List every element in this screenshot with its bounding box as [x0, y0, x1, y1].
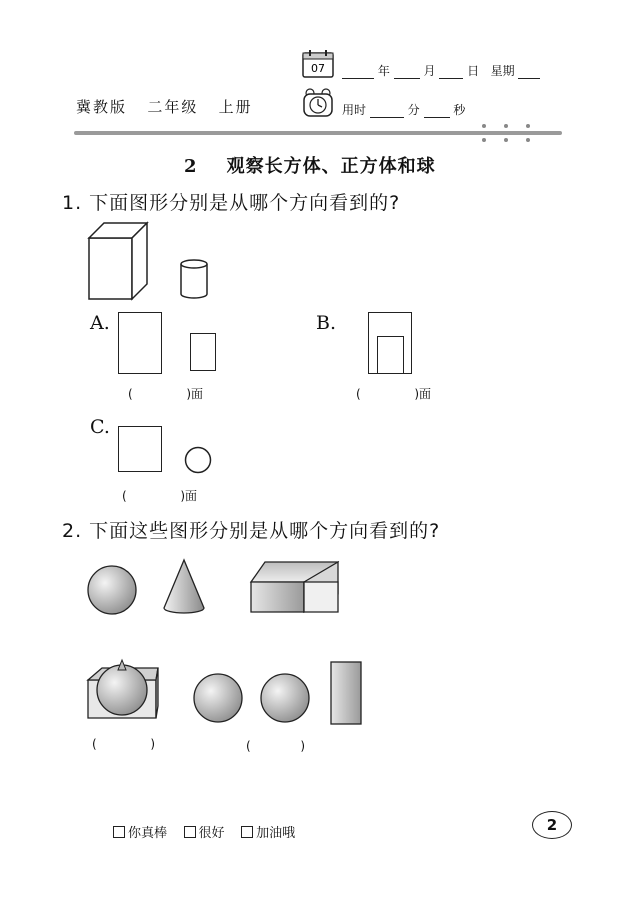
divider-decoration: [476, 122, 536, 144]
ball-left-figure: [194, 674, 242, 722]
answer-open-paren: (: [92, 737, 97, 751]
minute-label: 分: [407, 103, 420, 117]
book-info: [76, 96, 253, 117]
minute-blank[interactable]: [370, 105, 404, 118]
q2-figures: [80, 550, 380, 726]
weekday-blank[interactable]: [518, 66, 540, 79]
section-title: [184, 152, 436, 178]
rating-option[interactable]: 加油哦: [241, 826, 295, 841]
section-name: 观察长方体、正方体和球: [226, 156, 436, 177]
question-2-prompt: 2. 下面这些图形分别是从哪个方向看到的?: [62, 520, 441, 542]
option-c-answer[interactable]: [122, 487, 197, 504]
ball-right-figure: [261, 674, 309, 722]
second-blank[interactable]: [424, 105, 450, 118]
date-line: [342, 62, 540, 79]
answer-close-paren: ): [150, 737, 156, 751]
clock-icon: [302, 88, 334, 118]
cone-figure: [164, 560, 204, 613]
option-a-small-rect: [190, 333, 216, 371]
option-b-label: B.: [316, 312, 337, 334]
volume: 上册: [218, 98, 253, 116]
answer-open-paren: (: [356, 387, 361, 401]
calendar-icon: [302, 50, 334, 78]
answer-open-paren: (: [246, 739, 251, 753]
year-blank[interactable]: [342, 66, 374, 79]
cylinder-figure: [178, 258, 210, 300]
grade: 二年级: [147, 98, 199, 116]
option-c-square: [118, 426, 162, 472]
time-used-line: [342, 101, 465, 118]
option-b-answer[interactable]: [356, 385, 431, 402]
year-label: 年: [377, 64, 390, 78]
answer-close-suffix: )面: [186, 387, 204, 401]
option-a-answer[interactable]: [128, 385, 203, 402]
combined-solid-figure: [88, 660, 158, 718]
month-blank[interactable]: [394, 66, 420, 79]
tall-rect-figure: [331, 662, 361, 724]
section-number: 2: [184, 156, 198, 177]
answer-open-paren: (: [122, 489, 127, 503]
month-label: 月: [423, 64, 436, 78]
option-a-tall-rect: [118, 312, 162, 374]
option-b-inner-rect: [377, 336, 404, 374]
checkbox-icon[interactable]: [241, 826, 253, 838]
answer-open-paren: (: [128, 387, 133, 401]
checkbox-icon[interactable]: [184, 826, 196, 838]
answer-close-suffix: )面: [180, 489, 198, 503]
option-a-label: A.: [90, 312, 110, 334]
day-label: 日: [467, 64, 480, 78]
page-number: 2: [532, 811, 572, 839]
second-label: 秒: [453, 103, 466, 117]
time-used-label: 用时: [342, 103, 367, 117]
q2-answer-1[interactable]: [92, 737, 155, 751]
option-c-circle: [184, 446, 212, 474]
answer-close-paren: ): [300, 739, 306, 753]
rating-row: [113, 822, 295, 841]
rating-option[interactable]: 你真棒: [113, 826, 167, 841]
tall-box-figure: [86, 220, 152, 302]
answer-close-suffix: )面: [414, 387, 432, 401]
rating-option[interactable]: 很好: [184, 826, 225, 841]
question-1-prompt: 1. 下面图形分别是从哪个方向看到的?: [62, 192, 401, 214]
cuboid-figure: [251, 562, 338, 612]
q2-answer-2[interactable]: [246, 739, 305, 753]
checkbox-icon[interactable]: [113, 826, 125, 838]
weekday-label: 星期: [490, 64, 515, 78]
day-blank[interactable]: [439, 66, 463, 79]
calendar-date: 07: [311, 62, 325, 75]
sphere-figure: [88, 566, 136, 614]
option-c-label: C.: [90, 416, 110, 438]
book-name: 冀教版: [76, 98, 128, 116]
